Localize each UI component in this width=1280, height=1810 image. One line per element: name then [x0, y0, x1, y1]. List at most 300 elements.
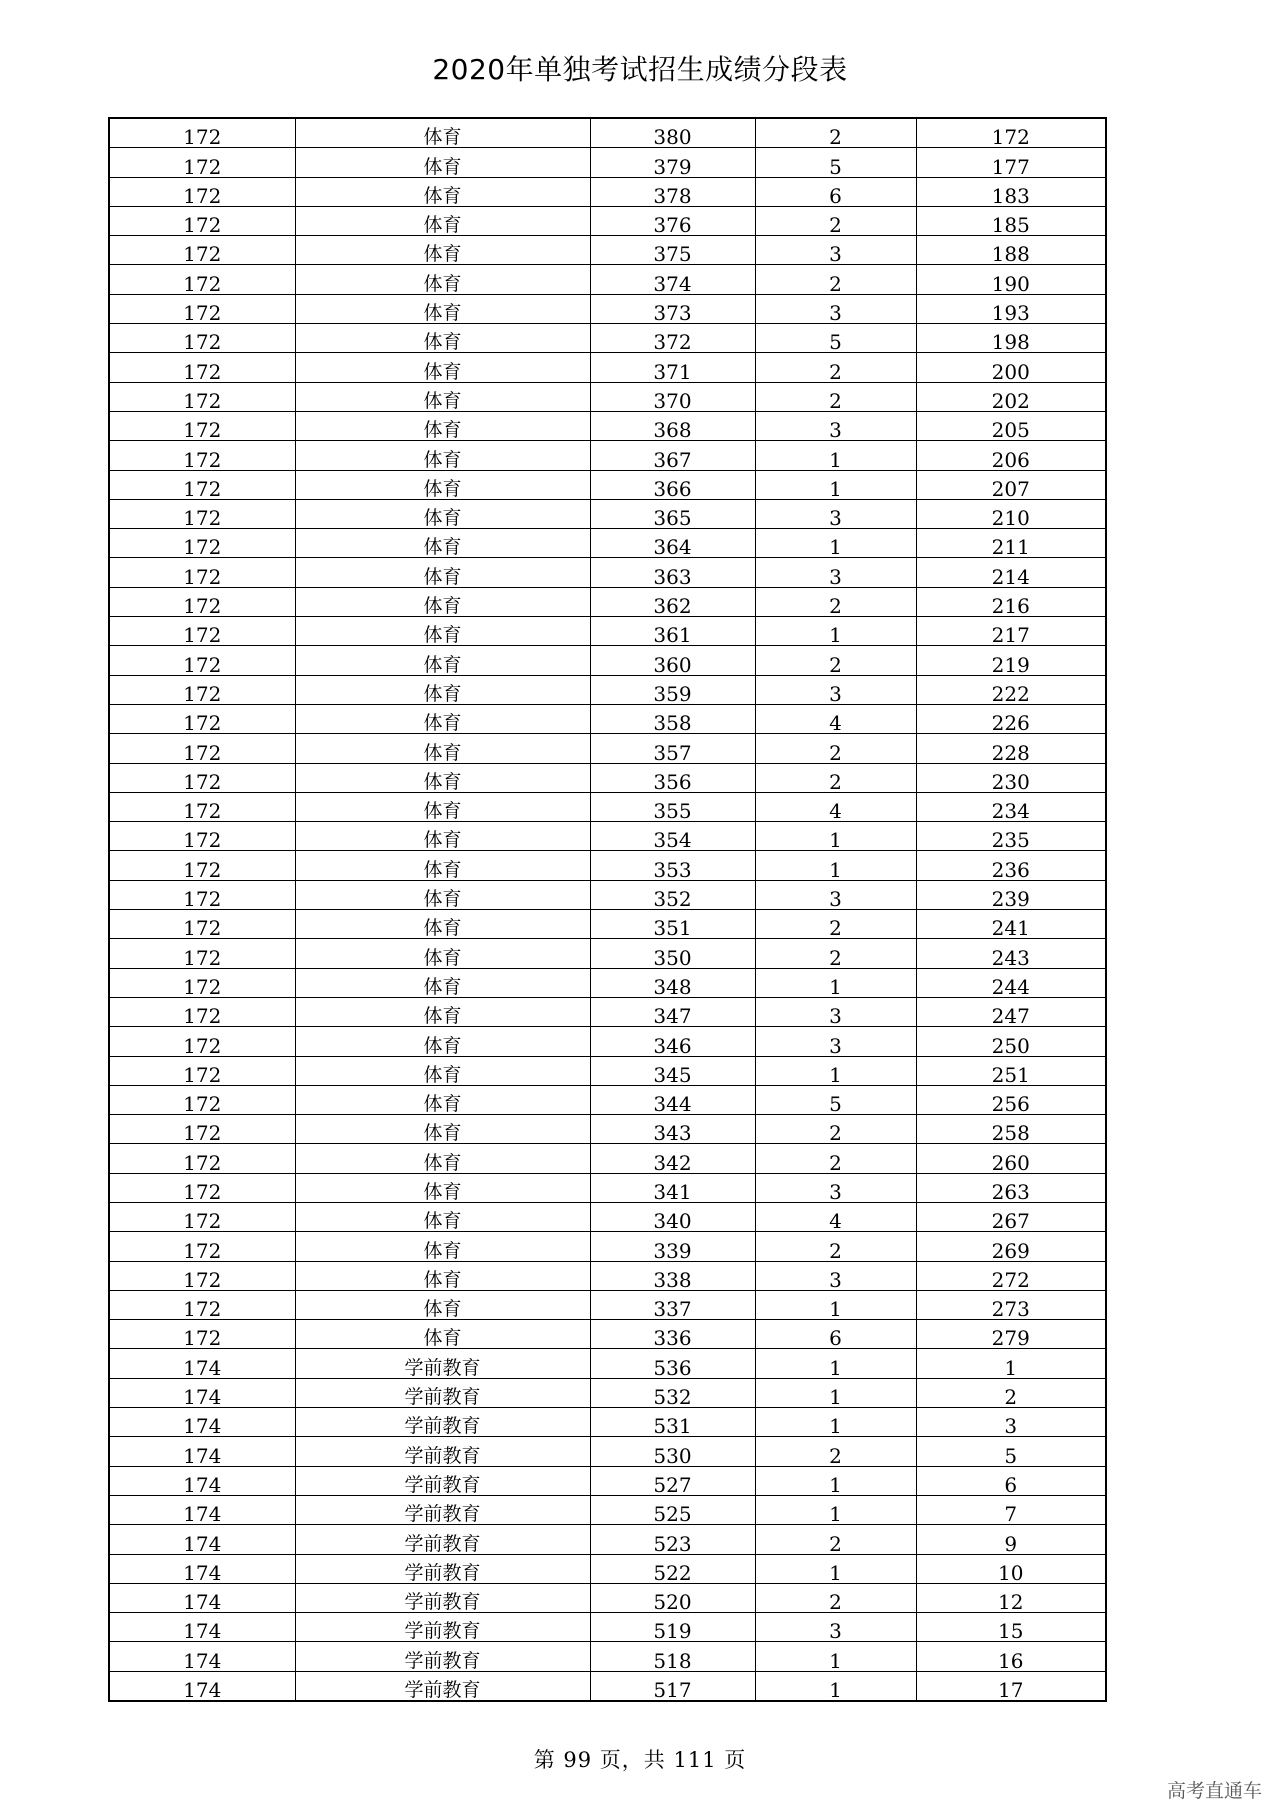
- table-row: [109, 763, 1106, 792]
- count-cell: 2: [755, 939, 916, 968]
- category-code-cell: 174: [109, 1495, 295, 1524]
- cumulative-cell: 272: [916, 1261, 1106, 1290]
- cumulative-cell: 1: [916, 1349, 1106, 1378]
- score-cell: 357: [590, 734, 755, 763]
- category-code-cell: 172: [109, 236, 295, 265]
- category-code-cell: 172: [109, 734, 295, 763]
- major-cell: 体育: [295, 236, 590, 265]
- count-cell: 1: [755, 1671, 916, 1701]
- count-cell: 1: [755, 1349, 916, 1378]
- table-row: [109, 1232, 1106, 1261]
- count-cell: 2: [755, 1232, 916, 1261]
- cumulative-cell: 235: [916, 822, 1106, 851]
- count-cell: 1: [755, 470, 916, 499]
- count-cell: 1: [755, 1642, 916, 1671]
- table-row: [109, 1408, 1106, 1437]
- table-row: [109, 617, 1106, 646]
- major-cell: 体育: [295, 177, 590, 206]
- cumulative-cell: 183: [916, 177, 1106, 206]
- cumulative-cell: 188: [916, 236, 1106, 265]
- category-code-cell: 172: [109, 1320, 295, 1349]
- score-cell: 378: [590, 177, 755, 206]
- cumulative-cell: 214: [916, 558, 1106, 587]
- table-row: [109, 1027, 1106, 1056]
- cumulative-cell: 205: [916, 411, 1106, 440]
- score-cell: 517: [590, 1671, 755, 1701]
- cumulative-cell: 267: [916, 1202, 1106, 1231]
- score-cell: 518: [590, 1642, 755, 1671]
- table-row: [109, 411, 1106, 440]
- score-cell: 350: [590, 939, 755, 968]
- category-code-cell: 172: [109, 704, 295, 733]
- cumulative-cell: 256: [916, 1085, 1106, 1114]
- table-row: [109, 382, 1106, 411]
- score-cell: 340: [590, 1202, 755, 1231]
- score-cell: 364: [590, 529, 755, 558]
- count-cell: 3: [755, 294, 916, 323]
- major-cell: 体育: [295, 1320, 590, 1349]
- score-cell: 353: [590, 851, 755, 880]
- score-cell: 367: [590, 441, 755, 470]
- count-cell: 3: [755, 1613, 916, 1642]
- table-row: [109, 441, 1106, 470]
- count-cell: 6: [755, 177, 916, 206]
- count-cell: 1: [755, 968, 916, 997]
- cumulative-cell: 228: [916, 734, 1106, 763]
- table-row: [109, 265, 1106, 294]
- major-cell: 体育: [295, 675, 590, 704]
- count-cell: 2: [755, 587, 916, 616]
- count-cell: 2: [755, 646, 916, 675]
- score-cell: 336: [590, 1320, 755, 1349]
- table-row: [109, 1378, 1106, 1407]
- count-cell: 2: [755, 763, 916, 792]
- major-cell: 体育: [295, 968, 590, 997]
- table-row: [109, 587, 1106, 616]
- major-cell: 学前教育: [295, 1437, 590, 1466]
- count-cell: 1: [755, 1056, 916, 1085]
- category-code-cell: 172: [109, 324, 295, 353]
- category-code-cell: 172: [109, 148, 295, 177]
- table-row: [109, 148, 1106, 177]
- major-cell: 学前教育: [295, 1554, 590, 1583]
- cumulative-cell: 206: [916, 441, 1106, 470]
- major-cell: 体育: [295, 704, 590, 733]
- major-cell: 体育: [295, 939, 590, 968]
- cumulative-cell: 269: [916, 1232, 1106, 1261]
- category-code-cell: 172: [109, 997, 295, 1026]
- cumulative-cell: 236: [916, 851, 1106, 880]
- page-title: 2020年单独考试招生成绩分段表: [432, 53, 848, 86]
- score-table: [108, 117, 1107, 1702]
- table-row: [109, 939, 1106, 968]
- cumulative-cell: 244: [916, 968, 1106, 997]
- major-cell: 体育: [295, 1056, 590, 1085]
- category-code-cell: 172: [109, 294, 295, 323]
- category-code-cell: 174: [109, 1378, 295, 1407]
- score-cell: 527: [590, 1466, 755, 1495]
- major-cell: 学前教育: [295, 1613, 590, 1642]
- table-row: [109, 1115, 1106, 1144]
- score-cell: 531: [590, 1408, 755, 1437]
- count-cell: 2: [755, 1115, 916, 1144]
- major-cell: 学前教育: [295, 1378, 590, 1407]
- count-cell: 3: [755, 880, 916, 909]
- score-cell: 348: [590, 968, 755, 997]
- category-code-cell: 172: [109, 880, 295, 909]
- count-cell: 1: [755, 851, 916, 880]
- count-cell: 4: [755, 1202, 916, 1231]
- table-row: [109, 236, 1106, 265]
- major-cell: 体育: [295, 822, 590, 851]
- category-code-cell: 172: [109, 382, 295, 411]
- major-cell: 学前教育: [295, 1466, 590, 1495]
- cumulative-cell: 7: [916, 1495, 1106, 1524]
- major-cell: 体育: [295, 353, 590, 382]
- score-cell: 347: [590, 997, 755, 1026]
- score-cell: 341: [590, 1173, 755, 1202]
- table-row: [109, 470, 1106, 499]
- count-cell: 1: [755, 1466, 916, 1495]
- category-code-cell: 172: [109, 910, 295, 939]
- count-cell: 4: [755, 792, 916, 821]
- cumulative-cell: 193: [916, 294, 1106, 323]
- count-cell: 3: [755, 558, 916, 587]
- category-code-cell: 172: [109, 1232, 295, 1261]
- score-cell: 379: [590, 148, 755, 177]
- category-code-cell: 172: [109, 558, 295, 587]
- category-code-cell: 172: [109, 968, 295, 997]
- major-cell: 体育: [295, 441, 590, 470]
- major-cell: 体育: [295, 587, 590, 616]
- table-row: [109, 910, 1106, 939]
- cumulative-cell: 217: [916, 617, 1106, 646]
- score-cell: 520: [590, 1583, 755, 1612]
- count-cell: 1: [755, 1554, 916, 1583]
- major-cell: 学前教育: [295, 1495, 590, 1524]
- cumulative-cell: 2: [916, 1378, 1106, 1407]
- count-cell: 3: [755, 1027, 916, 1056]
- score-cell: 360: [590, 646, 755, 675]
- major-cell: 体育: [295, 294, 590, 323]
- score-cell: 361: [590, 617, 755, 646]
- cumulative-cell: 10: [916, 1554, 1106, 1583]
- category-code-cell: 174: [109, 1642, 295, 1671]
- cumulative-cell: 216: [916, 587, 1106, 616]
- table-row: [109, 529, 1106, 558]
- category-code-cell: 172: [109, 1290, 295, 1319]
- score-cell: 362: [590, 587, 755, 616]
- cumulative-cell: 211: [916, 529, 1106, 558]
- score-cell: 338: [590, 1261, 755, 1290]
- table-row: [109, 1466, 1106, 1495]
- category-code-cell: 172: [109, 206, 295, 235]
- score-cell: 359: [590, 675, 755, 704]
- category-code-cell: 172: [109, 470, 295, 499]
- table-row: [109, 324, 1106, 353]
- major-cell: 体育: [295, 1261, 590, 1290]
- category-code-cell: 174: [109, 1349, 295, 1378]
- table-row: [109, 1349, 1106, 1378]
- table-row: [109, 353, 1106, 382]
- watermark: 高考直通车: [1166, 1780, 1262, 1802]
- major-cell: 体育: [295, 1115, 590, 1144]
- cumulative-cell: 241: [916, 910, 1106, 939]
- score-cell: 375: [590, 236, 755, 265]
- major-cell: 体育: [295, 1232, 590, 1261]
- table-row: [109, 1495, 1106, 1524]
- major-cell: 学前教育: [295, 1642, 590, 1671]
- cumulative-cell: 3: [916, 1408, 1106, 1437]
- count-cell: 1: [755, 1408, 916, 1437]
- cumulative-cell: 243: [916, 939, 1106, 968]
- score-cell: 376: [590, 206, 755, 235]
- cumulative-cell: 200: [916, 353, 1106, 382]
- score-cell: 536: [590, 1349, 755, 1378]
- major-cell: 体育: [295, 792, 590, 821]
- count-cell: 1: [755, 822, 916, 851]
- score-cell: 371: [590, 353, 755, 382]
- score-cell: 358: [590, 704, 755, 733]
- count-cell: 2: [755, 1583, 916, 1612]
- cumulative-cell: 273: [916, 1290, 1106, 1319]
- category-code-cell: 174: [109, 1437, 295, 1466]
- cumulative-cell: 6: [916, 1466, 1106, 1495]
- category-code-cell: 172: [109, 939, 295, 968]
- major-cell: 体育: [295, 1085, 590, 1114]
- score-cell: 337: [590, 1290, 755, 1319]
- cumulative-cell: 239: [916, 880, 1106, 909]
- cumulative-cell: 260: [916, 1144, 1106, 1173]
- table-row: [109, 206, 1106, 235]
- category-code-cell: 172: [109, 411, 295, 440]
- count-cell: 1: [755, 1495, 916, 1524]
- category-code-cell: 174: [109, 1525, 295, 1554]
- major-cell: 体育: [295, 148, 590, 177]
- cumulative-cell: 12: [916, 1583, 1106, 1612]
- score-cell: 525: [590, 1495, 755, 1524]
- cumulative-cell: 15: [916, 1613, 1106, 1642]
- table-row: [109, 1202, 1106, 1231]
- count-cell: 4: [755, 704, 916, 733]
- score-cell: 380: [590, 118, 755, 148]
- cumulative-cell: 210: [916, 499, 1106, 528]
- score-cell: 354: [590, 822, 755, 851]
- count-cell: 5: [755, 1085, 916, 1114]
- category-code-cell: 172: [109, 851, 295, 880]
- count-cell: 2: [755, 910, 916, 939]
- category-code-cell: 172: [109, 763, 295, 792]
- score-cell: 522: [590, 1554, 755, 1583]
- table-row: [109, 558, 1106, 587]
- category-code-cell: 172: [109, 822, 295, 851]
- category-code-cell: 172: [109, 792, 295, 821]
- category-code-cell: 174: [109, 1554, 295, 1583]
- score-cell: 372: [590, 324, 755, 353]
- cumulative-cell: 230: [916, 763, 1106, 792]
- cumulative-cell: 234: [916, 792, 1106, 821]
- major-cell: 体育: [295, 529, 590, 558]
- cumulative-cell: 251: [916, 1056, 1106, 1085]
- major-cell: 体育: [295, 558, 590, 587]
- category-code-cell: 172: [109, 587, 295, 616]
- major-cell: 学前教育: [295, 1349, 590, 1378]
- major-cell: 体育: [295, 1202, 590, 1231]
- cumulative-cell: 17: [916, 1671, 1106, 1701]
- category-code-cell: 172: [109, 441, 295, 470]
- count-cell: 3: [755, 499, 916, 528]
- count-cell: 2: [755, 206, 916, 235]
- major-cell: 体育: [295, 265, 590, 294]
- category-code-cell: 172: [109, 177, 295, 206]
- table-row: [109, 1173, 1106, 1202]
- count-cell: 2: [755, 265, 916, 294]
- cumulative-cell: 177: [916, 148, 1106, 177]
- category-code-cell: 172: [109, 353, 295, 382]
- table-row: [109, 499, 1106, 528]
- count-cell: 3: [755, 675, 916, 704]
- count-cell: 1: [755, 617, 916, 646]
- count-cell: 1: [755, 441, 916, 470]
- table-row: [109, 1290, 1106, 1319]
- score-cell: 519: [590, 1613, 755, 1642]
- count-cell: 1: [755, 1290, 916, 1319]
- major-cell: 体育: [295, 1173, 590, 1202]
- score-cell: 363: [590, 558, 755, 587]
- page-footer: 第 99 页，共 111 页: [533, 1748, 747, 1772]
- category-code-cell: 172: [109, 1115, 295, 1144]
- score-cell: 373: [590, 294, 755, 323]
- major-cell: 体育: [295, 910, 590, 939]
- major-cell: 体育: [295, 880, 590, 909]
- major-cell: 体育: [295, 324, 590, 353]
- table-row: [109, 792, 1106, 821]
- cumulative-cell: 202: [916, 382, 1106, 411]
- category-code-cell: 174: [109, 1466, 295, 1495]
- major-cell: 体育: [295, 118, 590, 148]
- cumulative-cell: 258: [916, 1115, 1106, 1144]
- major-cell: 学前教育: [295, 1525, 590, 1554]
- table-row: [109, 1671, 1106, 1701]
- major-cell: 学前教育: [295, 1408, 590, 1437]
- score-cell: 339: [590, 1232, 755, 1261]
- count-cell: 3: [755, 997, 916, 1026]
- category-code-cell: 172: [109, 499, 295, 528]
- cumulative-cell: 185: [916, 206, 1106, 235]
- cumulative-cell: 250: [916, 1027, 1106, 1056]
- table-row: [109, 822, 1106, 851]
- table-row: [109, 1261, 1106, 1290]
- table-row: [109, 1613, 1106, 1642]
- score-cell: 345: [590, 1056, 755, 1085]
- score-cell: 532: [590, 1378, 755, 1407]
- table-row: [109, 1642, 1106, 1671]
- score-cell: 352: [590, 880, 755, 909]
- table-row: [109, 704, 1106, 733]
- count-cell: 2: [755, 1144, 916, 1173]
- category-code-cell: 174: [109, 1408, 295, 1437]
- score-cell: 366: [590, 470, 755, 499]
- table-row: [109, 1056, 1106, 1085]
- major-cell: 体育: [295, 734, 590, 763]
- count-cell: 5: [755, 148, 916, 177]
- cumulative-cell: 247: [916, 997, 1106, 1026]
- table-row: [109, 1144, 1106, 1173]
- count-cell: 2: [755, 1437, 916, 1466]
- cumulative-cell: 226: [916, 704, 1106, 733]
- category-code-cell: 172: [109, 265, 295, 294]
- category-code-cell: 172: [109, 1085, 295, 1114]
- table-row: [109, 851, 1106, 880]
- count-cell: 2: [755, 1525, 916, 1554]
- major-cell: 体育: [295, 1027, 590, 1056]
- table-row: [109, 675, 1106, 704]
- cumulative-cell: 5: [916, 1437, 1106, 1466]
- table-row: [109, 734, 1106, 763]
- table-row: [109, 997, 1106, 1026]
- major-cell: 体育: [295, 499, 590, 528]
- table-row: [109, 294, 1106, 323]
- table-row: [109, 1320, 1106, 1349]
- major-cell: 体育: [295, 997, 590, 1026]
- score-cell: 523: [590, 1525, 755, 1554]
- major-cell: 体育: [295, 382, 590, 411]
- count-cell: 1: [755, 529, 916, 558]
- score-cell: 374: [590, 265, 755, 294]
- cumulative-cell: 9: [916, 1525, 1106, 1554]
- count-cell: 2: [755, 118, 916, 148]
- cumulative-cell: 219: [916, 646, 1106, 675]
- score-cell: 344: [590, 1085, 755, 1114]
- major-cell: 学前教育: [295, 1583, 590, 1612]
- score-cell: 342: [590, 1144, 755, 1173]
- count-cell: 3: [755, 411, 916, 440]
- score-cell: 343: [590, 1115, 755, 1144]
- count-cell: 3: [755, 1261, 916, 1290]
- category-code-cell: 172: [109, 1056, 295, 1085]
- count-cell: 2: [755, 734, 916, 763]
- major-cell: 体育: [295, 646, 590, 675]
- major-cell: 体育: [295, 1290, 590, 1319]
- category-code-cell: 172: [109, 1027, 295, 1056]
- cumulative-cell: 207: [916, 470, 1106, 499]
- table-row: [109, 118, 1106, 148]
- category-code-cell: 172: [109, 1261, 295, 1290]
- major-cell: 体育: [295, 1144, 590, 1173]
- category-code-cell: 172: [109, 675, 295, 704]
- table-row: [109, 1583, 1106, 1612]
- category-code-cell: 172: [109, 646, 295, 675]
- count-cell: 6: [755, 1320, 916, 1349]
- major-cell: 体育: [295, 470, 590, 499]
- score-cell: 355: [590, 792, 755, 821]
- score-cell: 346: [590, 1027, 755, 1056]
- category-code-cell: 172: [109, 1202, 295, 1231]
- major-cell: 体育: [295, 617, 590, 646]
- cumulative-cell: 279: [916, 1320, 1106, 1349]
- score-cell: 351: [590, 910, 755, 939]
- cumulative-cell: 172: [916, 118, 1106, 148]
- table-row: [109, 1525, 1106, 1554]
- table-row: [109, 177, 1106, 206]
- category-code-cell: 172: [109, 529, 295, 558]
- count-cell: 5: [755, 324, 916, 353]
- score-cell: 370: [590, 382, 755, 411]
- major-cell: 体育: [295, 206, 590, 235]
- category-code-cell: 172: [109, 118, 295, 148]
- cumulative-cell: 16: [916, 1642, 1106, 1671]
- table-row: [109, 880, 1106, 909]
